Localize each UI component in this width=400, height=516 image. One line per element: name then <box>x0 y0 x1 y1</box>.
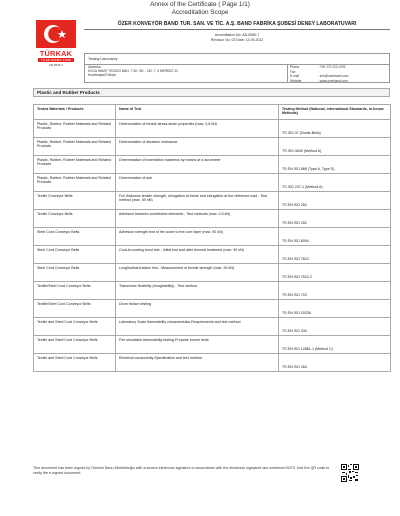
cell-method: TS ISO 4649 (Method A) <box>279 138 391 156</box>
cell-material: Textile and Steel Cord Conveyor Belts <box>34 318 116 336</box>
table-row <box>34 174 391 192</box>
cell-material: Steel Cord Conveyor Belts <box>34 246 116 264</box>
qr-code-icon[interactable] <box>341 464 359 482</box>
contact-website: Website : www.ozerband.com <box>290 78 348 83</box>
table-row <box>34 336 391 354</box>
cell-test-name: Adhesion between constitutive elements - Test methods (max. 0,5 kN) <box>116 210 279 228</box>
cell-material: Steel Cord Conveyor Belts <box>34 228 116 246</box>
cell-test-name: Cord-to-coating bond test - Initial test and after thermal treatment (max. 90 kN) <box>116 246 279 264</box>
table-row <box>34 120 391 138</box>
cell-test-name: Fire simulation flammability testing-Propane burner tests <box>116 336 279 354</box>
cell-material: Plastic, Rubber, Rubber Materials and Related Products <box>34 156 116 174</box>
header-materials: Tested Materials / Products <box>34 105 116 120</box>
logo-strip: TS EN ISO/IEC 17025 <box>38 58 74 62</box>
table-row <box>34 228 391 246</box>
cell-test-name: Determination of tensile stress-strain properties (max. 0,5 kN) <box>116 120 279 138</box>
table-header-row <box>34 105 391 120</box>
cell-method: TS EN ISO 8094 <box>279 228 391 246</box>
cell-method: TS EN ISO 20238 <box>279 300 391 318</box>
cell-test-name: Drum friction testing <box>116 300 279 318</box>
cell-test-name: Longitudinal traction test - Measurement of tensile strength (max. 90 kN) <box>116 264 279 282</box>
cell-method: TS ISO 247-1 (Method A) <box>279 174 391 192</box>
cell-material: Textile/Steel Cord Conveyor Belts <box>34 300 116 318</box>
revision-info: Revision No: 00 Date: 14.09.2022 <box>210 38 264 42</box>
cell-material: Steel Cord Conveyor Belts <box>34 264 116 282</box>
cell-test-name: Full thickness tensile strength, elongation at break and elongation at the reference load - Test method (max. 50 kN) <box>116 192 279 210</box>
section-title: Plastic and Rubber Products <box>33 88 390 97</box>
lab-info-box <box>84 53 390 83</box>
document-header <box>0 0 400 17</box>
table-row <box>34 246 391 264</box>
contact-block <box>290 65 348 83</box>
logo-brand-text: TÜRKAK <box>39 49 73 58</box>
cell-method: TS EN ISO 12881-1 (Method C) <box>279 336 391 354</box>
contact-email: E-mail : info@ozerband.com <box>290 74 349 79</box>
cell-method: TS EN ISO 7623 <box>279 246 391 264</box>
cell-material: Textile/Steel Cord Conveyor Belts <box>34 282 116 300</box>
table-row <box>34 318 391 336</box>
cell-test-name: Determination of indentation hardness by means of a durometer <box>116 156 279 174</box>
cell-material: Textile and Steel Cord Conveyor Belts <box>34 336 116 354</box>
table-row <box>34 354 391 372</box>
cell-material: Textile Conveyor Belts <box>34 210 116 228</box>
address-value: KOCA HAMİT YEDİGÖ MAH. 7.SK. SK. - NO: 7, 6 MERKEZ 34 Hozlebaşlar/Türkiye <box>88 69 178 77</box>
contact-phone: Phone : +90 272 223 1292 <box>290 65 346 69</box>
cell-method: TS EN ISO 252 <box>279 210 391 228</box>
cell-material: Plastic, Rubber, Rubber Materials and Related Products <box>34 174 116 192</box>
esignature-notice: This document has been signed by Gülsüm Banu Müdürlüoğlu with a secure electronic signature in accordance with the electronic signature law numbered 5070. Use the QR code to verify the e-signed document. <box>33 466 330 475</box>
address-label: Address : <box>88 65 103 69</box>
turkak-logo <box>33 17 79 68</box>
cell-material: Plastic, Rubber, Rubber Materials and Related Products <box>34 138 116 156</box>
table-row <box>34 156 391 174</box>
contact-fax: Fax : <box>290 69 319 74</box>
cell-material: Textile and Steel Cord Conveyor Belts <box>34 354 116 372</box>
cell-method: TS EN ISO 340 <box>279 318 391 336</box>
cell-material: Plastic, Rubber, Rubber Materials and Related Products <box>34 120 116 138</box>
cell-test-name: Determination of abrasion resistance <box>116 138 279 156</box>
cell-test-name: Laboratory Scale flammability characteristics-Requirements and test method <box>116 318 279 336</box>
cell-method: TS EN ISO 703 <box>279 282 391 300</box>
accreditation-no: Accreditation No: AB-0556-T <box>214 33 260 37</box>
scope-line: Accreditation Scope <box>171 9 229 16</box>
cell-method: TS EN ISO 284 <box>279 354 391 372</box>
cell-test-name: Electrical conductivity-Specification and test method <box>116 354 279 372</box>
table-row <box>34 138 391 156</box>
accreditation-meta <box>84 33 390 43</box>
cell-method: TS EN ISO 7622-2 <box>279 264 391 282</box>
table-row <box>34 264 391 282</box>
cell-test-name: Transverse flexibility (troughability) - Test method <box>116 282 279 300</box>
logo-code: AB-0556-T <box>48 63 64 67</box>
cell-method: TS EN ISO 868 (Type A, Type D) <box>279 156 391 174</box>
lab-type: Testing Laboratory <box>88 57 118 61</box>
annex-line: Annex of the Certificate ( Page 1/1) <box>150 1 250 8</box>
crescent-star-icon <box>36 20 76 48</box>
cell-method: TS EN ISO 283 <box>279 192 391 210</box>
cell-material: Textile Conveyor Belts <box>34 192 116 210</box>
table-row <box>34 192 391 210</box>
header-test-name: Name of Test <box>116 105 279 120</box>
cell-test-name: Determination of ash <box>116 174 279 192</box>
lab-name: ÖZER KONVEYÖR BAND TUR. SAN. VE TİC. A.Ş. BAND FABRİKA ŞUBESİ DENEY LABORATUVARI <box>117 21 357 27</box>
table-row <box>34 210 391 228</box>
cell-method: TS ISO 37 (Dumb-Bells) <box>279 120 391 138</box>
info-vertical-divider <box>287 64 288 83</box>
scope-table <box>33 104 391 372</box>
lab-name-divider <box>84 29 390 30</box>
cell-test-name: Adhesion strength test of the cover to the core layer (max. 90 kN) <box>116 228 279 246</box>
table-row <box>34 300 391 318</box>
header-method: Testing Method (National, International Standards, In-house Methods) <box>279 105 391 120</box>
table-row <box>34 282 391 300</box>
logo-mark <box>36 20 76 48</box>
